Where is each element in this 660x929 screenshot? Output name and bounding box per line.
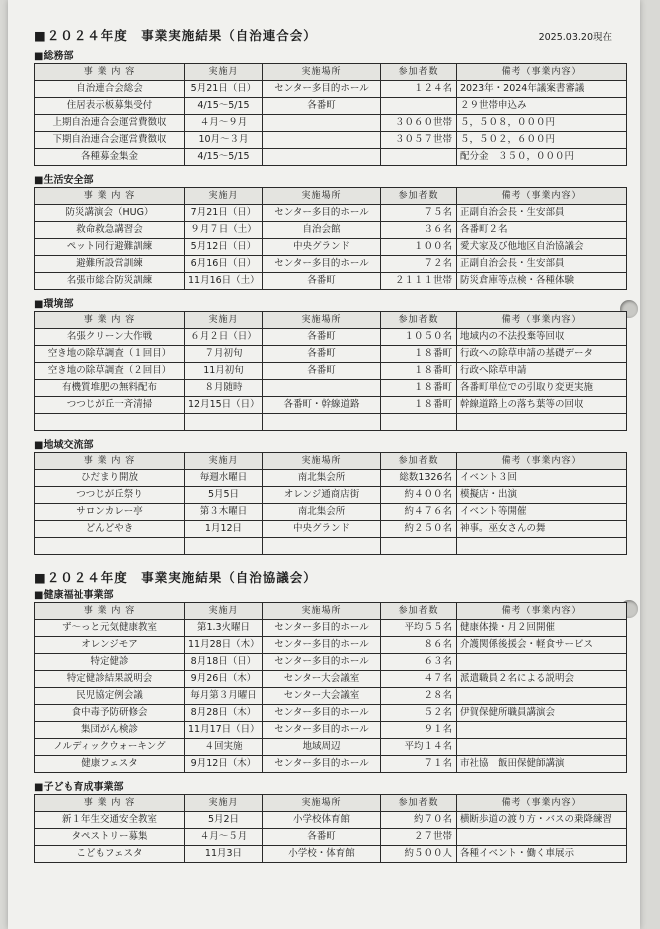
table-cell bbox=[457, 688, 627, 705]
column-header: 事 業 内 容 bbox=[35, 453, 185, 470]
table-cell bbox=[457, 739, 627, 756]
table-cell: 毎週水曜日 bbox=[185, 470, 263, 487]
table-cell: 空き地の除草調査（１回目） bbox=[35, 346, 185, 363]
table-row bbox=[35, 829, 627, 846]
table-cell: 各番町 bbox=[263, 829, 381, 846]
section-title: ■総務部 bbox=[34, 51, 74, 62]
document-sheet bbox=[8, 0, 640, 929]
column-header: 実施場所 bbox=[263, 603, 381, 620]
table-cell: 各番町 bbox=[263, 98, 381, 115]
table-cell: １０５０名 bbox=[381, 329, 457, 346]
table-cell bbox=[381, 538, 457, 555]
table-cell: 5月21日（日） bbox=[185, 81, 263, 98]
table-cell: センター多目的ホール bbox=[263, 81, 381, 98]
table-cell: つつじが丘祭り bbox=[35, 487, 185, 504]
table-cell: 第３木曜日 bbox=[185, 504, 263, 521]
section-table bbox=[34, 311, 627, 431]
table-cell: 自治会館 bbox=[263, 222, 381, 239]
table-cell: 健康体操・月２回開催 bbox=[457, 620, 627, 637]
section-title: ■健康福祉事業部 bbox=[34, 590, 114, 601]
table-cell: ４７名 bbox=[381, 671, 457, 688]
table-cell: 空き地の除草調査（２回目） bbox=[35, 363, 185, 380]
table-cell: 新１年生交通安全教室 bbox=[35, 812, 185, 829]
column-header: 事 業 内 容 bbox=[35, 312, 185, 329]
document-content bbox=[34, 26, 630, 863]
table-cell: センター多目的ホール bbox=[263, 722, 381, 739]
table-row bbox=[35, 739, 627, 756]
column-header: 参加者数 bbox=[381, 453, 457, 470]
table-cell: ３６名 bbox=[381, 222, 457, 239]
column-header: 備考（事業内容） bbox=[457, 603, 627, 620]
table-cell: 名張市総合防災訓練 bbox=[35, 273, 185, 290]
column-header: 実施月 bbox=[185, 188, 263, 205]
table-cell: １２４名 bbox=[381, 81, 457, 98]
table-cell: 各番町 bbox=[263, 273, 381, 290]
table-cell bbox=[263, 538, 381, 555]
table-cell: 5月5日 bbox=[185, 487, 263, 504]
table-cell: センター大会議室 bbox=[263, 688, 381, 705]
table-cell: 正副自治会長・生安部員 bbox=[457, 256, 627, 273]
table-cell: １８番町 bbox=[381, 363, 457, 380]
table-row bbox=[35, 756, 627, 773]
table-cell: 避難所設営訓練 bbox=[35, 256, 185, 273]
table-cell: ノルディックウォーキング bbox=[35, 739, 185, 756]
table-cell: オレンジ通商店街 bbox=[263, 487, 381, 504]
table-cell bbox=[381, 149, 457, 166]
column-header: 実施場所 bbox=[263, 312, 381, 329]
table-cell: 各番町 bbox=[263, 329, 381, 346]
table-cell: 8月28日（木） bbox=[185, 705, 263, 722]
table-cell: 地域内の不法投棄等回収 bbox=[457, 329, 627, 346]
table-cell: 有機質堆肥の無料配布 bbox=[35, 380, 185, 397]
table-cell: 各種募金集金 bbox=[35, 149, 185, 166]
table-cell: センター多目的ホール bbox=[263, 620, 381, 637]
column-header: 事 業 内 容 bbox=[35, 603, 185, 620]
table-cell: 行政へ除草申請 bbox=[457, 363, 627, 380]
column-header: 事 業 内 容 bbox=[35, 188, 185, 205]
table-cell: 配分金 ３５０，０００円 bbox=[457, 149, 627, 166]
table-cell: ３０５７世帯 bbox=[381, 132, 457, 149]
table-cell: 防災倉庫等点検・各種体験 bbox=[457, 273, 627, 290]
table-cell: サロンカレー亭 bbox=[35, 504, 185, 521]
table-cell: 11月17日（日） bbox=[185, 722, 263, 739]
table-cell: 介護関係後援会・軽食サービス bbox=[457, 637, 627, 654]
table-cell bbox=[457, 414, 627, 431]
table-cell: つつじが丘一斉清掃 bbox=[35, 397, 185, 414]
table-row bbox=[35, 470, 627, 487]
sections-container bbox=[34, 50, 630, 863]
table-row bbox=[35, 688, 627, 705]
table-cell bbox=[457, 829, 627, 846]
header-row bbox=[35, 453, 627, 470]
section-table bbox=[34, 63, 627, 166]
table-cell: センター多目的ホール bbox=[263, 756, 381, 773]
table-row bbox=[35, 380, 627, 397]
table-cell: 特定健診 bbox=[35, 654, 185, 671]
column-header: 実施月 bbox=[185, 795, 263, 812]
section-title: ■生活安全部 bbox=[34, 175, 94, 186]
table-cell bbox=[263, 132, 381, 149]
table-row bbox=[35, 504, 627, 521]
table-cell: ８月随時 bbox=[185, 380, 263, 397]
table-cell: 各番町単位での引取り変更実施 bbox=[457, 380, 627, 397]
table-cell: 住居表示板募集受付 bbox=[35, 98, 185, 115]
table-cell: 各番町・幹線道路 bbox=[263, 397, 381, 414]
table-cell: 7月21日（日） bbox=[185, 205, 263, 222]
table-cell: どんどやき bbox=[35, 521, 185, 538]
table-cell: 集団がん検診 bbox=[35, 722, 185, 739]
table-cell: 伊賀保健所職員講演会 bbox=[457, 705, 627, 722]
table-cell: 小学校・体育館 bbox=[263, 846, 381, 863]
section-table bbox=[34, 187, 627, 290]
table-cell bbox=[35, 414, 185, 431]
header-row bbox=[35, 603, 627, 620]
column-header: 実施場所 bbox=[263, 64, 381, 81]
column-header: 事 業 内 容 bbox=[35, 64, 185, 81]
table-cell: 小学校体育館 bbox=[263, 812, 381, 829]
table-row bbox=[35, 273, 627, 290]
column-header: 備考（事業内容） bbox=[457, 188, 627, 205]
section-title: ■環境部 bbox=[34, 299, 74, 310]
table-cell: 11月初旬 bbox=[185, 363, 263, 380]
table-cell: 特定健診結果説明会 bbox=[35, 671, 185, 688]
table-row bbox=[35, 671, 627, 688]
table-cell: 中央グランド bbox=[263, 521, 381, 538]
table-cell: ９１名 bbox=[381, 722, 457, 739]
header-row bbox=[35, 312, 627, 329]
table-cell: 名張クリーン大作戦 bbox=[35, 329, 185, 346]
table-cell: 地域周辺 bbox=[263, 739, 381, 756]
table-cell: 11月28日（木） bbox=[185, 637, 263, 654]
section-title: ■地域交流部 bbox=[34, 440, 94, 451]
table-row bbox=[35, 397, 627, 414]
table-cell: 幹線道路上の落ち葉等の回収 bbox=[457, 397, 627, 414]
table-cell: 下期自治連合会運営費徴収 bbox=[35, 132, 185, 149]
column-header: 実施場所 bbox=[263, 795, 381, 812]
table-cell: イベント３回 bbox=[457, 470, 627, 487]
table-cell: 健康フェスタ bbox=[35, 756, 185, 773]
table-cell: ず～っと元気健康教室 bbox=[35, 620, 185, 637]
section-table bbox=[34, 602, 627, 773]
table-row bbox=[35, 414, 627, 431]
table-cell: ２１１１世帯 bbox=[381, 273, 457, 290]
table-cell: 南北集会所 bbox=[263, 470, 381, 487]
table-cell bbox=[263, 380, 381, 397]
table-cell: 南北集会所 bbox=[263, 504, 381, 521]
table-cell: センター多目的ホール bbox=[263, 205, 381, 222]
column-header: 事 業 内 容 bbox=[35, 795, 185, 812]
as-of-date: 2025.03.20現在 bbox=[538, 32, 612, 43]
table-cell bbox=[35, 538, 185, 555]
table-cell: 上期自治連合会運営費徴収 bbox=[35, 115, 185, 132]
table-cell: ７５名 bbox=[381, 205, 457, 222]
table-cell: ８６名 bbox=[381, 637, 457, 654]
table-cell: 12月15日（日） bbox=[185, 397, 263, 414]
table-cell: センター多目的ホール bbox=[263, 256, 381, 273]
table-cell: こどもフェスタ bbox=[35, 846, 185, 863]
table-row bbox=[35, 521, 627, 538]
table-cell bbox=[457, 538, 627, 555]
table-cell bbox=[185, 538, 263, 555]
column-header: 備考（事業内容） bbox=[457, 453, 627, 470]
table-cell: 防災講演会（HUG） bbox=[35, 205, 185, 222]
table-cell: 派遣職員２名による説明会 bbox=[457, 671, 627, 688]
table-row bbox=[35, 812, 627, 829]
table-cell: 各番町２名 bbox=[457, 222, 627, 239]
table-cell: 市社協 飯田保健師講演 bbox=[457, 756, 627, 773]
table-cell: 食中毒予防研修会 bbox=[35, 705, 185, 722]
table-cell: ５，５０８，０００円 bbox=[457, 115, 627, 132]
table-cell: 約７０名 bbox=[381, 812, 457, 829]
table-cell bbox=[263, 149, 381, 166]
table-cell: 約４００名 bbox=[381, 487, 457, 504]
table-cell: 9月12日（木） bbox=[185, 756, 263, 773]
column-header: 参加者数 bbox=[381, 795, 457, 812]
table-cell: ６月２日（日） bbox=[185, 329, 263, 346]
table-cell: 中央グランド bbox=[263, 239, 381, 256]
table-cell: ６３名 bbox=[381, 654, 457, 671]
table-cell: センター多目的ホール bbox=[263, 705, 381, 722]
table-row bbox=[35, 98, 627, 115]
table-cell: １００名 bbox=[381, 239, 457, 256]
table-cell: センター多目的ホール bbox=[263, 654, 381, 671]
table-cell: センター大会議室 bbox=[263, 671, 381, 688]
table-cell: 毎月第３月曜日 bbox=[185, 688, 263, 705]
table-cell: 総数1326名 bbox=[381, 470, 457, 487]
table-cell: 5月12日（日） bbox=[185, 239, 263, 256]
table-cell: タペストリー募集 bbox=[35, 829, 185, 846]
table-cell: 5月2日 bbox=[185, 812, 263, 829]
table-row bbox=[35, 363, 627, 380]
column-header: 実施場所 bbox=[263, 188, 381, 205]
table-cell: 約４７６名 bbox=[381, 504, 457, 521]
section-title: ■子ども育成事業部 bbox=[34, 782, 124, 793]
table-cell: 平均５５名 bbox=[381, 620, 457, 637]
table-cell: 各種イベント・働く車展示 bbox=[457, 846, 627, 863]
table-row bbox=[35, 538, 627, 555]
table-cell: ７月初旬 bbox=[185, 346, 263, 363]
table-row bbox=[35, 346, 627, 363]
table-cell: 8月18日（日） bbox=[185, 654, 263, 671]
table-cell: 平均１４名 bbox=[381, 739, 457, 756]
table-cell: ペット同行避難訓練 bbox=[35, 239, 185, 256]
table-cell: ７２名 bbox=[381, 256, 457, 273]
column-header: 実施月 bbox=[185, 312, 263, 329]
section-table bbox=[34, 452, 627, 555]
table-cell: 自治連合会総会 bbox=[35, 81, 185, 98]
table-cell bbox=[381, 98, 457, 115]
table-cell: 横断歩道の渡り方・バスの乗降練習 bbox=[457, 812, 627, 829]
table-cell: １８番町 bbox=[381, 397, 457, 414]
table-cell: 11月3日 bbox=[185, 846, 263, 863]
header-row bbox=[35, 64, 627, 81]
block-title-kyogikai: ■２０２４年度 事業実施結果（自治協議会） bbox=[34, 570, 317, 585]
section-table bbox=[34, 794, 627, 863]
table-cell: 正副自治会長・生安部員 bbox=[457, 205, 627, 222]
table-cell: ２８名 bbox=[381, 688, 457, 705]
table-cell: 11月16日（土） bbox=[185, 273, 263, 290]
table-cell bbox=[185, 414, 263, 431]
table-cell: イベント等開催 bbox=[457, 504, 627, 521]
table-cell: 6月16日（日） bbox=[185, 256, 263, 273]
column-header: 参加者数 bbox=[381, 312, 457, 329]
table-cell: 9月26日（木） bbox=[185, 671, 263, 688]
table-cell bbox=[381, 414, 457, 431]
table-row bbox=[35, 722, 627, 739]
table-row bbox=[35, 222, 627, 239]
table-cell: ２９世帯申込み bbox=[457, 98, 627, 115]
header-row bbox=[35, 795, 627, 812]
table-cell: 行政への除草申請の基礎データ bbox=[457, 346, 627, 363]
table-row bbox=[35, 329, 627, 346]
table-row bbox=[35, 637, 627, 654]
column-header: 備考（事業内容） bbox=[457, 312, 627, 329]
table-cell: 1月12日 bbox=[185, 521, 263, 538]
column-header: 参加者数 bbox=[381, 188, 457, 205]
table-cell: 約５００人 bbox=[381, 846, 457, 863]
table-cell: ３０６０世帯 bbox=[381, 115, 457, 132]
table-cell: ひだまり開放 bbox=[35, 470, 185, 487]
table-cell: １８番町 bbox=[381, 380, 457, 397]
column-header: 備考（事業内容） bbox=[457, 64, 627, 81]
table-row bbox=[35, 256, 627, 273]
table-cell: 約２５０名 bbox=[381, 521, 457, 538]
column-header: 実施場所 bbox=[263, 453, 381, 470]
table-cell: ４月～９月 bbox=[185, 115, 263, 132]
table-cell: ５，５０２，６００円 bbox=[457, 132, 627, 149]
table-cell: 民児協定例会議 bbox=[35, 688, 185, 705]
table-cell: ７１名 bbox=[381, 756, 457, 773]
column-header: 実施月 bbox=[185, 64, 263, 81]
table-cell: 模擬店・出演 bbox=[457, 487, 627, 504]
table-row bbox=[35, 81, 627, 98]
table-cell: 救命救急講習会 bbox=[35, 222, 185, 239]
table-cell: オレンジモア bbox=[35, 637, 185, 654]
table-cell: 各番町 bbox=[263, 363, 381, 380]
table-cell bbox=[263, 115, 381, 132]
column-header: 参加者数 bbox=[381, 64, 457, 81]
table-cell: ５２名 bbox=[381, 705, 457, 722]
table-cell: 愛犬家及び他地区自治協議会 bbox=[457, 239, 627, 256]
table-row bbox=[35, 239, 627, 256]
table-row bbox=[35, 149, 627, 166]
table-cell: ２７世帯 bbox=[381, 829, 457, 846]
table-cell: 4/15～5/15 bbox=[185, 98, 263, 115]
column-header: 備考（事業内容） bbox=[457, 795, 627, 812]
table-cell bbox=[457, 722, 627, 739]
column-header: 実施月 bbox=[185, 453, 263, 470]
header-row bbox=[35, 188, 627, 205]
table-cell: 2023年・2024年議案書審議 bbox=[457, 81, 627, 98]
column-header: 実施月 bbox=[185, 603, 263, 620]
table-cell: センター多目的ホール bbox=[263, 637, 381, 654]
table-row bbox=[35, 487, 627, 504]
table-row bbox=[35, 132, 627, 149]
table-cell: 第1.3火曜日 bbox=[185, 620, 263, 637]
table-cell: ９月７日（土） bbox=[185, 222, 263, 239]
table-cell: ４月～５月 bbox=[185, 829, 263, 846]
column-header: 参加者数 bbox=[381, 603, 457, 620]
table-row bbox=[35, 115, 627, 132]
table-row bbox=[35, 620, 627, 637]
table-row bbox=[35, 846, 627, 863]
table-cell bbox=[263, 414, 381, 431]
table-row bbox=[35, 654, 627, 671]
table-cell bbox=[457, 654, 627, 671]
table-cell: １８番町 bbox=[381, 346, 457, 363]
table-cell: 10月～３月 bbox=[185, 132, 263, 149]
table-cell: 各番町 bbox=[263, 346, 381, 363]
page-title: ■２０２４年度 事業実施結果（自治連合会） bbox=[34, 28, 317, 43]
table-cell: ４回実施 bbox=[185, 739, 263, 756]
table-cell: 4/15～5/15 bbox=[185, 149, 263, 166]
table-row bbox=[35, 205, 627, 222]
table-cell: 神事。巫女さんの舞 bbox=[457, 521, 627, 538]
page-header bbox=[34, 26, 630, 48]
table-row bbox=[35, 705, 627, 722]
